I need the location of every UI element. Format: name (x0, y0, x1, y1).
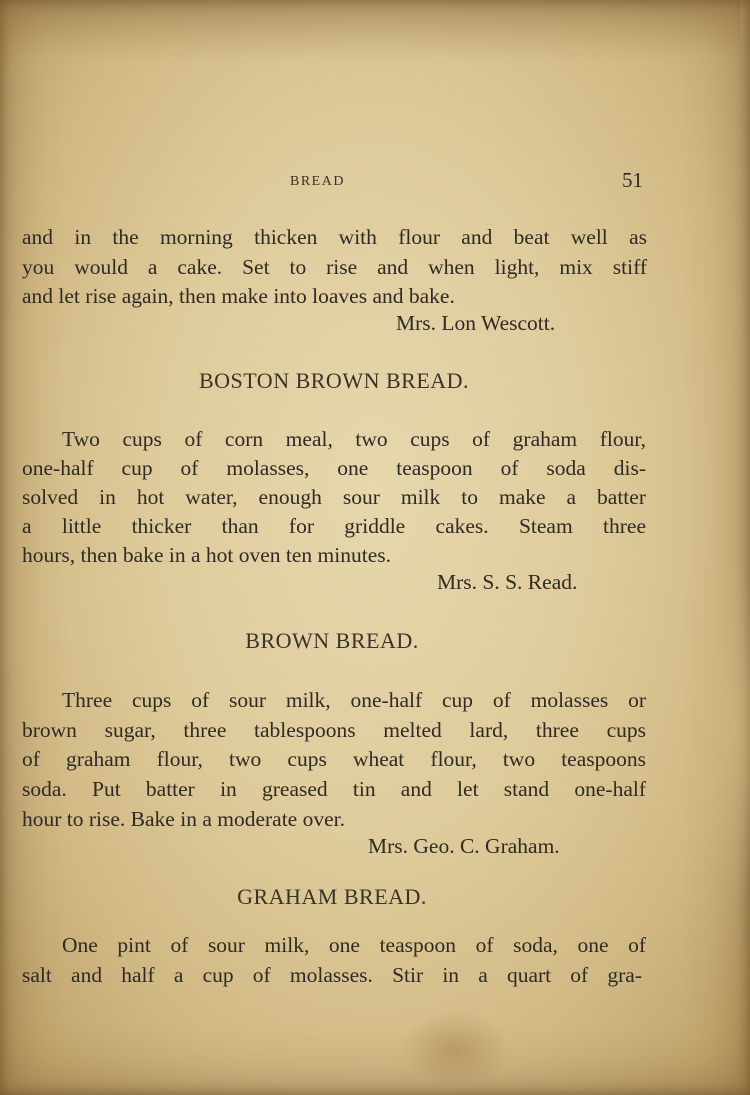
text-line: hour to rise. Bake in a moderate over. (22, 807, 345, 831)
recipe-title: BROWN BREAD. (245, 628, 419, 653)
text-line: Three cups of sour milk, one-half cup of molasses or (62, 688, 646, 712)
signature: Mrs. Geo. C. Graham. (368, 834, 560, 858)
text-line: salt and half a cup of molasses. Stir in a quart of gra- (22, 963, 642, 987)
text-line: Two cups of corn meal, two cups of graham flour, (62, 427, 646, 451)
bottom-stain (400, 1010, 510, 1090)
text-line: brown sugar, three tablespoons melted lard, three cups (22, 718, 646, 742)
recipe-title: GRAHAM BREAD. (237, 884, 427, 909)
recipe-title: BOSTON BROWN BREAD. (198, 368, 470, 393)
text-line: soda. Put batter in greased tin and let stand one-half (22, 777, 646, 801)
running-head: BREAD (290, 174, 345, 189)
text-line: and in the morning thicken with flour and beat well as (22, 225, 647, 249)
signature: Mrs. S. S. Read. (437, 570, 578, 594)
text-line: you would a cake. Set to rise and when light, mix stiff (22, 255, 647, 279)
page-number: 51 (622, 168, 643, 192)
text-line: hours, then bake in a hot oven ten minutes. (22, 543, 392, 567)
signature: Mrs. Lon Wescott. (396, 311, 556, 335)
text-line: of graham flour, two cups wheat flour, two teaspoons (22, 747, 646, 771)
text-line: one-half cup of molasses, one teaspoon of soda dis- (22, 456, 646, 480)
text-line: a little thicker than for griddle cakes. Steam three (22, 514, 646, 538)
top-edge-shadow (0, 0, 740, 60)
right-edge-stain (690, 560, 750, 900)
text-line: and let rise again, then make into loaves and bake. (22, 284, 455, 308)
text-line: solved in hot water, enough sour milk to make a batter (22, 485, 646, 509)
text-line: One pint of sour milk, one teaspoon of soda, one of (62, 933, 646, 957)
